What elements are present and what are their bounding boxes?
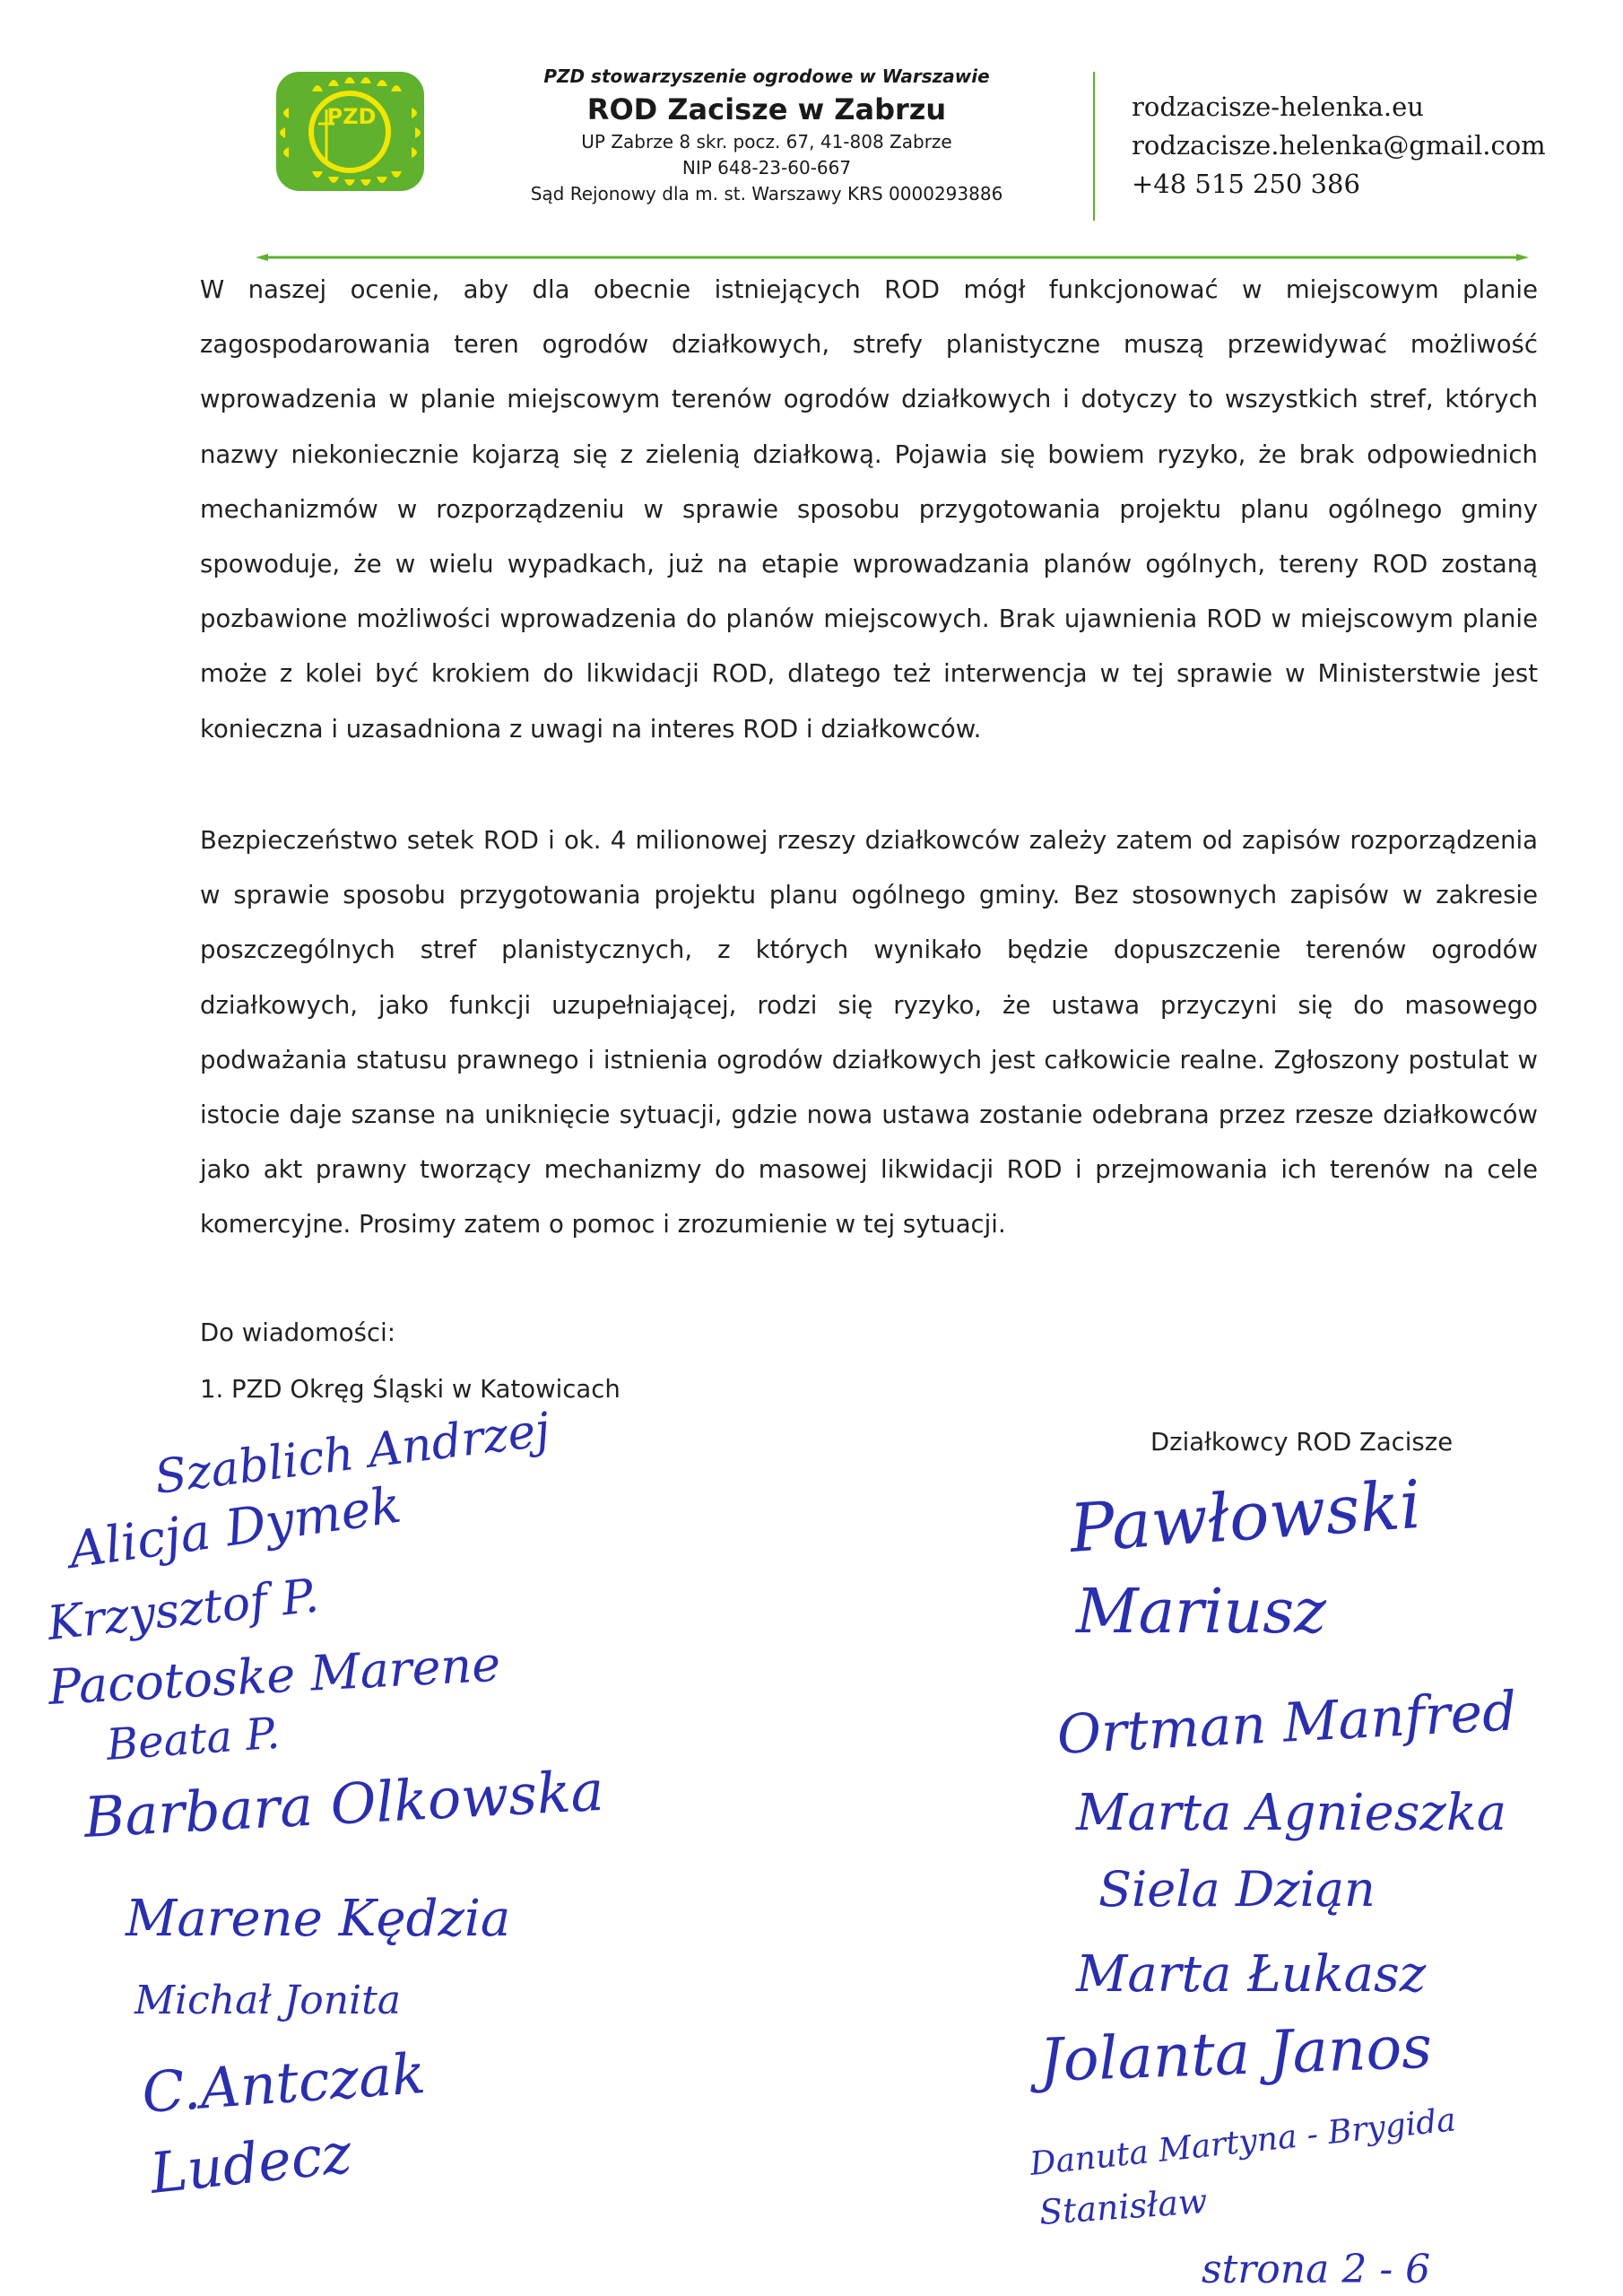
signature-left-9: C.Antczak [139, 2040, 428, 2126]
pzd-logo-icon [276, 72, 424, 191]
signature-left-6: Barbara Olkowska [82, 1757, 606, 1850]
signature-right-4: Marta Agnieszka [1076, 1784, 1507, 1842]
header-divider [1093, 72, 1095, 221]
organization-nip: NIP 648-23-60-667 [681, 157, 852, 178]
page-number-note: strona 2 - 6 [1202, 2247, 1431, 2292]
signature-right-6: Marta Łukasz [1076, 1945, 1427, 2004]
signature-left-3: Krzysztof P. [45, 1569, 322, 1651]
signature-left-8: Michał Jonita [135, 1978, 402, 2023]
organization-line: PZD stowarzyszenie ogrodowe w Warszawie [543, 65, 990, 87]
signature-left-2: Alicja Dymek [65, 1475, 405, 1580]
signature-left-5: Beata P. [104, 1708, 282, 1770]
signature-right-3: Ortman Manfred [1055, 1680, 1519, 1767]
contact-website: rodzacisze-helenka.eu [1132, 91, 1424, 122]
cc-recipient: 1. PZD Okręg Śląski w Katowicach [200, 1375, 621, 1404]
organization-address: UP Zabrze 8 skr. pocz. 67, 41-808 Zabrze [581, 131, 952, 152]
signature-left-1: Szablich Andrzej [152, 1403, 553, 1505]
header-rule [256, 251, 1529, 264]
body-paragraph-2: Bezpieczeństwo setek ROD i ok. 4 milionowej rzeszy działkowców zależy zatem od zapisów rozporządzenia w sprawie sposobu przygotowania projektu planu ogólnego gminy. Bez stosownych zapisów w zakresie poszczególnych stref planistycznych, z których wynikało będzie dopuszczenie terenów ogrodów działkowych, jako funkcji uzupełniającej, rodzi się ryzyko, że ustawa przyczyni się do masowego podważania statusu prawnego i istnienia ogrodów działkowych jest całkowicie realne. Zgłoszony postulat w istocie daje szanse na uniknięcie sytuacji, gdzie nowa ustawa zostanie odebrana przez rzesze działkowców jako akt prawny tworzący mechanizmy do masowej likwidacji ROD i przejmowania ich terenów na cele komercyjne. Prosimy zatem o pomoc i zrozumienie w tej sytuacji. [200, 826, 1538, 1239]
signature-right-1: Pawłowski [1067, 1465, 1424, 1568]
signature-left-10: Ludecz [146, 2119, 355, 2206]
signature-right-2: Mariusz [1076, 1577, 1326, 1648]
signatures-right [1028, 1466, 1518, 2232]
signature-right-9: Stanisław [1037, 2180, 1209, 2232]
organization-block [489, 65, 1045, 207]
contact-phone: +48 515 250 386 [1132, 169, 1360, 199]
signature-right-7: Jolanta Janos [1037, 2012, 1434, 2095]
cc-label: Do wiadomości: [200, 1318, 395, 1347]
body-paragraph-1: W naszej ocenie, aby dla obecnie istniejących ROD mógł funkcjonować w miejscowym planie zagospodarowania teren ogrodów działkowych, strefy planistyczne muszą przewidywać możliwość wprowadzenia w planie miejscowym terenów ogrodów działkowych i dotyczy to wszystkich stref, których nazwy niekoniecznie kojarzą się z zielenią działkową. Pojawia się bowiem ryzyko, że brak odpowiednich mechanizmów w rozporządzeniu w sprawie sposobu przygotowania projektu planu ogólnego gminy spowoduje, że w wielu wypadkach, już na etapie wprowadzania planów ogólnych, tereny ROD zostaną pozbawione możliwości wprowadzenia do planów miejscowych. Brak ujawnienia ROD w miejscowym planie może z kolei być krokiem do likwidacji ROD, dlatego też interwencja w tej sprawie w Ministerstwie jest konieczna i uzasadniona z uwagi na interes ROD i działkowców. [200, 275, 1538, 744]
contact-email: rodzacisze.helenka@gmail.com [1132, 130, 1546, 161]
signatories-heading: Działkowcy ROD Zacisze [1150, 1428, 1454, 1457]
signature-right-5: Siela Dziąn [1098, 1861, 1376, 1918]
signature-left-7: Marene Kędzia [126, 1890, 511, 1948]
organization-name: ROD Zacisze w Zabrzu [586, 92, 947, 126]
signature-right-8: Danuta Martyna - Brygida [1028, 2101, 1458, 2183]
organization-court: Sąd Rejonowy dla m. st. Warszawy KRS 0000293886 [530, 183, 1003, 204]
contact-block [1132, 88, 1546, 204]
svg-text:PZD: PZD [326, 104, 377, 129]
signature-left-4: Pacotoske Marene [47, 1635, 502, 1716]
signatures-left [44, 1403, 605, 2206]
